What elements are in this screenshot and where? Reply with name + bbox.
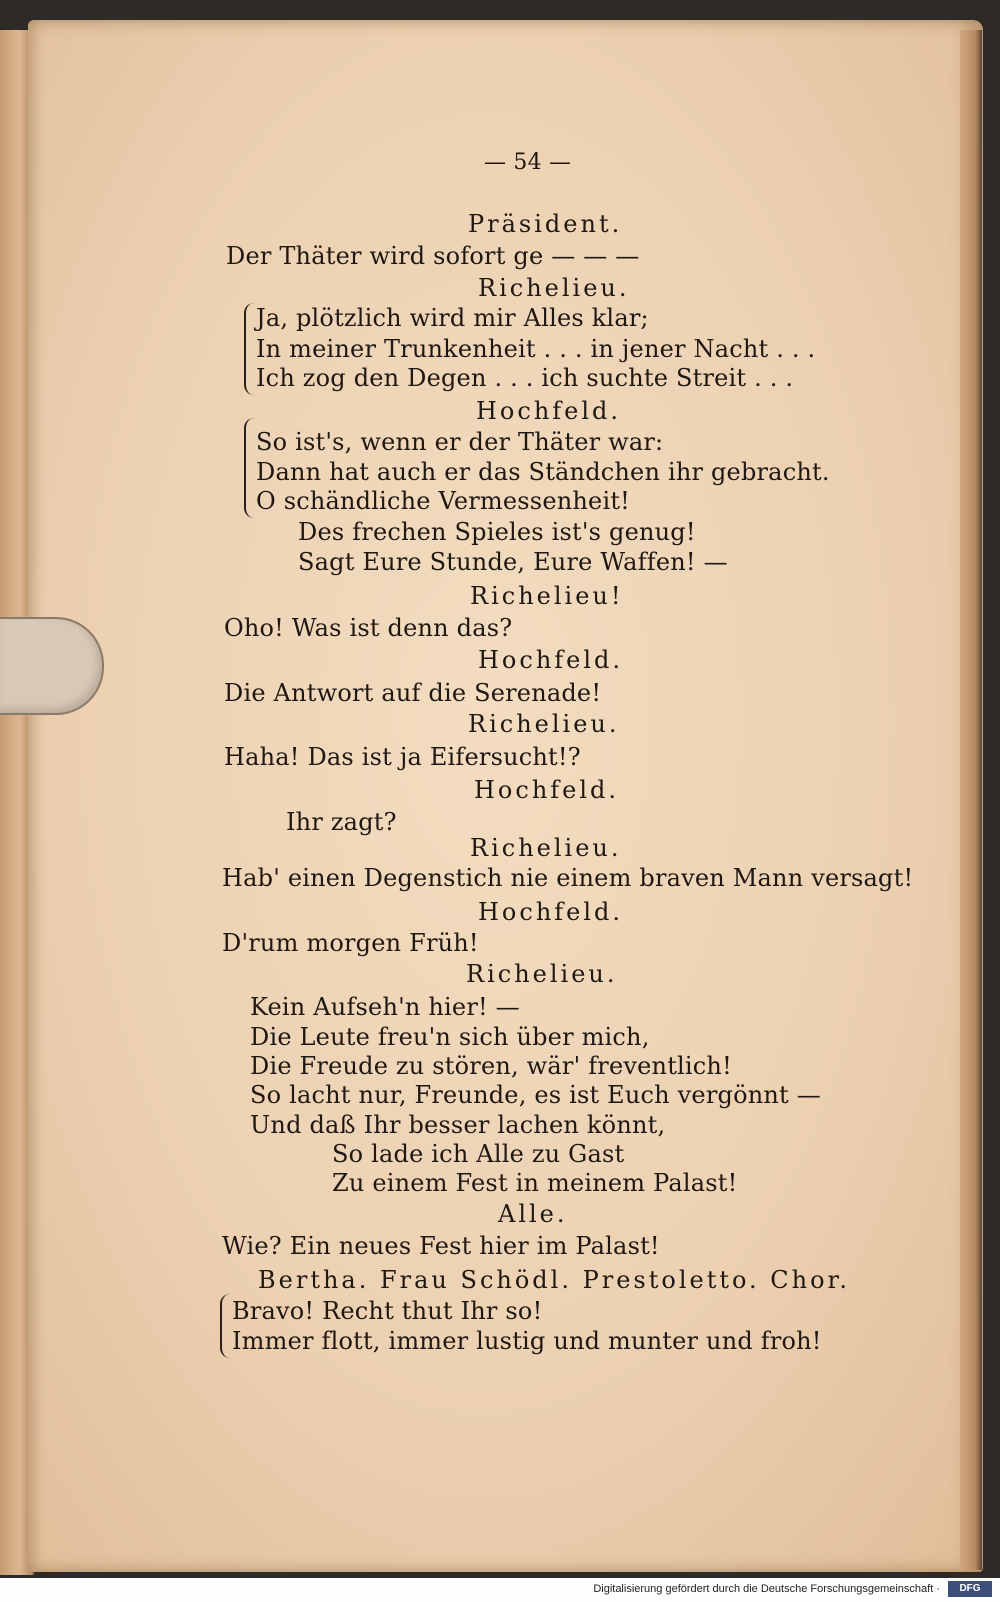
dialogue-line: Haha! Das ist ja Eifersucht!? [224, 743, 581, 771]
dialogue-line: Bravo! Recht thut Ihr so! [232, 1297, 543, 1325]
speaker-name: Alle. [498, 1200, 568, 1228]
speaker-name: Richelieu. [466, 960, 618, 988]
dialogue-line: Immer flott, immer lustig und munter und froh! [232, 1327, 822, 1355]
dialogue-line: Des frechen Spieles ist's genug! [298, 518, 696, 546]
dialogue-line: O schändliche Vermessenheit! [256, 487, 631, 515]
dialogue-line: Ja, plötzlich wird mir Alles klar; [256, 304, 649, 332]
speaker-name: Richelieu. [468, 710, 620, 738]
speaker-name: Hochfeld. [478, 646, 624, 674]
dialogue-line: Der Thäter wird sofort ge — — — [226, 242, 640, 270]
dialogue-line: Kein Aufseh'n hier! — [250, 993, 520, 1021]
dialogue-line: Sagt Eure Stunde, Eure Waffen! — [298, 548, 728, 576]
dialogue-line: Oho! Was ist denn das? [224, 614, 513, 642]
digitization-footer [0, 1578, 1000, 1602]
dfg-logo: DFG [948, 1581, 992, 1597]
verse-brace [220, 1294, 230, 1358]
dialogue-line: Ich zog den Degen . . . ich suchte Streit . . . [256, 364, 794, 392]
speaker-name: Hochfeld. [478, 898, 624, 926]
speaker-name: Richelieu. [470, 834, 622, 862]
dialogue-line: So lacht nur, Freunde, es ist Euch vergönnt — [250, 1081, 821, 1109]
dialogue-line: So lade ich Alle zu Gast [332, 1140, 625, 1168]
footer-credit: Digitalisierung gefördert durch die Deutsche Forschungsgemeinschaft · [593, 1583, 940, 1595]
dialogue-line: Hab' einen Degenstich nie einem braven Mann versagt! [222, 864, 914, 892]
dialogue-line: In meiner Trunkenheit . . . in jener Nacht . . . [256, 335, 816, 363]
dialogue-line: Und daß Ihr besser lachen könnt, [250, 1111, 666, 1139]
dialogue-line: So ist's, wenn er der Thäter war: [256, 428, 664, 456]
dialogue-line: Wie? Ein neues Fest hier im Palast! [222, 1232, 660, 1260]
dialogue-line: Die Freude zu stören, wär' freventlich! [250, 1052, 732, 1080]
speaker-name: Präsident. [468, 210, 623, 238]
dialogue-line: Die Antwort auf die Serenade! [224, 679, 602, 707]
verse-brace [244, 303, 256, 395]
dialogue-line: D'rum morgen Früh! [222, 929, 479, 957]
speaker-name: Hochfeld. [474, 776, 620, 804]
dialogue-line: Zu einem Fest in meinem Palast! [332, 1169, 738, 1197]
dialogue-line: Dann hat auch er das Ständchen ihr gebracht. [256, 458, 830, 486]
speaker-name: Bertha. Frau Schödl. Prestoletto. Chor. [258, 1266, 851, 1294]
speaker-name: Richelieu! [470, 582, 624, 610]
dialogue-line: Die Leute freu'n sich über mich, [250, 1023, 650, 1051]
page-number: — 54 — [484, 150, 572, 175]
speaker-name: Richelieu. [478, 274, 630, 302]
dialogue-line: Ihr zagt? [286, 808, 397, 836]
speaker-name: Hochfeld. [476, 397, 622, 425]
verse-brace [244, 418, 256, 518]
